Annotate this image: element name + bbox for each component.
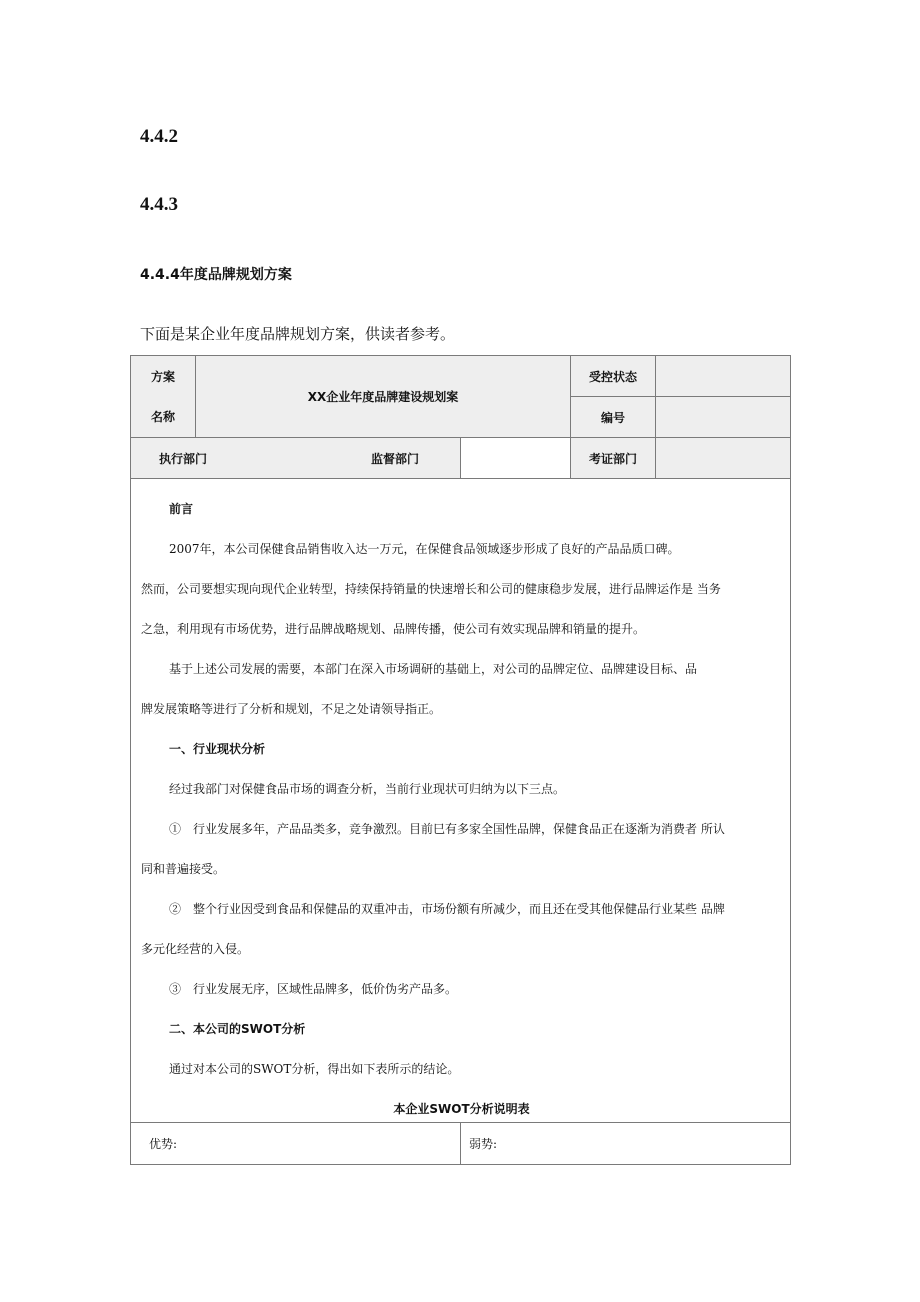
content-box (130, 478, 791, 1123)
plan-label-cell (130, 355, 196, 438)
swot-strength-label: 优势: (149, 1137, 178, 1151)
exec-dept-label: 执行部门 (159, 451, 208, 466)
plan-name: XX企业年度品牌建设规划案 (307, 390, 459, 404)
swot-weakness-label: 弱势: (469, 1137, 498, 1151)
number-value-cell[interactable] (655, 396, 791, 438)
item-1-line-1: ① 行业发展多年，产品品类多，竞争激烈。目前巳有多家全国性品牌，保健食品正在逐渐为消费者 所认 (169, 822, 725, 836)
plan-name-cell (195, 355, 571, 438)
status-label: 受控状态 (588, 369, 637, 384)
item-1-line-2: 同和普遍接受。 (141, 862, 226, 876)
item-3: ③ 行业发展无序，区域性品牌多，低价伪劣产品多。 (169, 982, 458, 996)
heading-4-4-3: 4.4.3 (140, 194, 178, 215)
heading-4-4-2: 4.4.2 (140, 126, 178, 147)
verify-dept-value-cell[interactable] (655, 437, 791, 479)
swot-strength-cell (130, 1122, 461, 1165)
status-label-cell (570, 355, 656, 397)
number-label-cell (570, 396, 656, 438)
intro-text: 下面是某企业年度品牌规划方案，供读者参考。 (140, 325, 456, 343)
swot-table-title: 本企业SWOT分析说明表 (393, 1102, 530, 1116)
status-value-cell[interactable] (655, 355, 791, 397)
preface-title: 前言 (169, 502, 194, 516)
paragraph-2-line-1: 然而，公司要想实现向现代企业转型，持续保持销量的快速增长和公司的健康稳步发展，进行品牌运作是 当务 (141, 582, 721, 596)
supervise-dept-value-cell[interactable] (460, 437, 571, 479)
verify-dept-label: 考证部门 (588, 451, 637, 466)
plan-label-1: 方案 (150, 369, 175, 384)
item-2-line-2: 多元化经营的入侵。 (141, 942, 250, 956)
verify-dept-label-cell (570, 437, 656, 479)
section-2-intro: 通过对本公司的SWOT分析，得出如下表所示的结论。 (169, 1062, 460, 1076)
swot-weakness-cell (460, 1122, 791, 1165)
number-label: 编号 (600, 410, 625, 425)
supervise-dept-label: 监督部门 (371, 451, 420, 466)
paragraph-3-line-1: 基于上述公司发展的需要，本部门在深入市场调研的基础上，对公司的品牌定位、品牌建设目标、品 (169, 662, 698, 676)
item-2-line-1: ② 整个行业因受到食品和保健品的双重冲击，市场份额有所减少，而且还在受其他保健品行业某些 品牌 (169, 902, 725, 916)
heading-4-4-4: 4.4.4年度品牌规划方案 (140, 267, 292, 283)
plan-label-2: 名称 (150, 410, 175, 425)
section-1-intro: 经过我部门对保健食品市场的调查分析，当前行业现状可归纳为以下三点。 (169, 782, 566, 796)
paragraph-2-line-2: 之急，利用现有市场优势，进行品牌战略规划、品牌传播，使公司有效实现品牌和销量的提升。 (141, 622, 646, 636)
paragraph-1: 2007年，本公司保健食品销售收入达一万元，在保健食品领域逐步形成了良好的产品品质口碑。 (169, 542, 680, 556)
section-2-title: 二、本公司的SWOT分析 (169, 1022, 306, 1036)
exec-dept-cell (130, 437, 461, 479)
paragraph-3-line-2: 牌发展策略等进行了分析和规划，不足之处请领导指正。 (141, 702, 442, 716)
section-1-title: 一、行业现状分析 (169, 742, 266, 756)
